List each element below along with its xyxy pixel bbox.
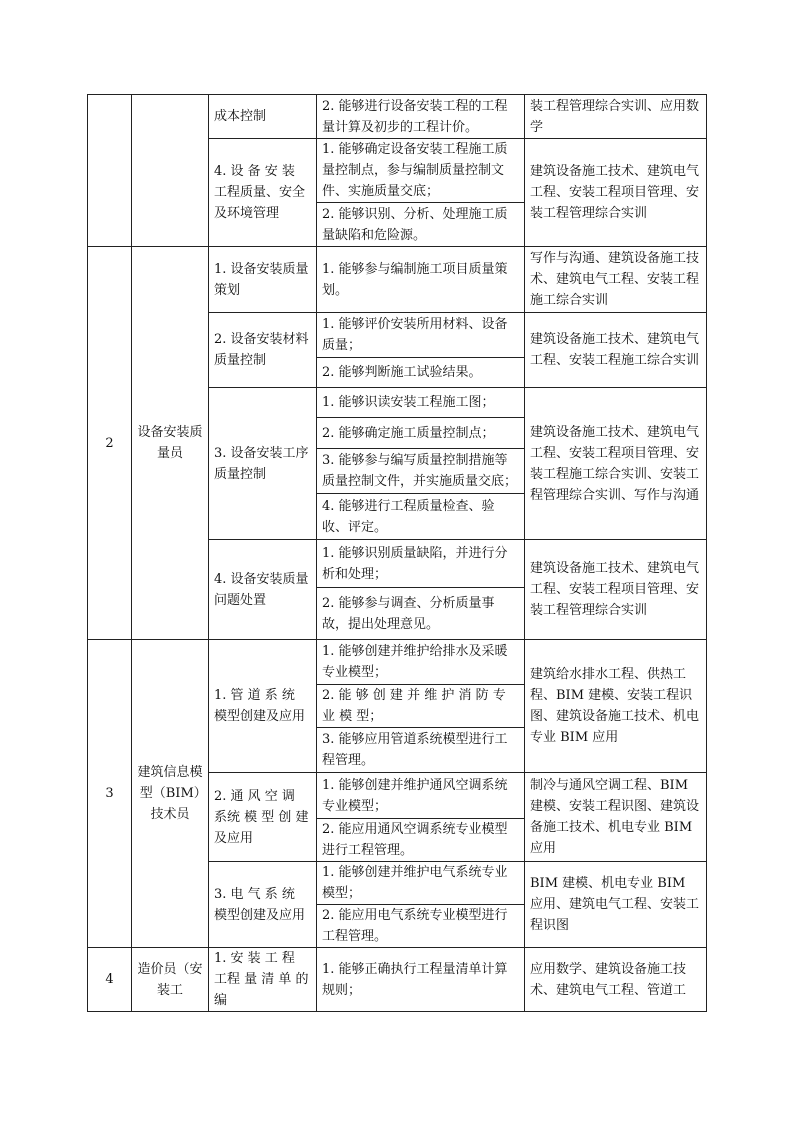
ability-cell: 1. 能够创建并维护通风空调系统专业模型； — [317, 773, 525, 819]
ability-cell: 2. 能 够 创 建 并 维 护 消 防 专 业 模 型； — [317, 685, 525, 728]
ability-cell: 1. 能够创建并维护给排水及采暖专业模型； — [317, 640, 525, 685]
ability-cell: 2. 能够识别、分析、处理施工质量缺陷和危险源。 — [317, 203, 525, 247]
work-item-cell: 1. 管 道 系 统 模型创建及应用 — [209, 640, 317, 773]
seq-cell: 2 — [88, 247, 132, 640]
ability-cell: 3. 能够参与编写质量控制措施等质量控制文件，并实施质量交底； — [317, 449, 525, 494]
table-row — [88, 247, 707, 313]
ability-cell: 3. 能够应用管道系统模型进行工程管理。 — [317, 728, 525, 773]
seq-cell — [88, 95, 132, 247]
ability-cell: 4. 能够进行工程质量检查、验收、评定。 — [317, 494, 525, 540]
role-cell: 建筑信息模型（BIM）技术员 — [132, 640, 209, 948]
course-cell: 建筑设备施工技术、建筑电气工程、安装工程项目管理、安装工程管理综合实训 — [525, 139, 707, 247]
ability-cell: 2. 能够判断施工试验结果。 — [317, 358, 525, 388]
course-cell: 装工程管理综合实训、应用数学 — [525, 95, 707, 139]
ability-cell: 1. 能够创建并维护电气系统专业模型； — [317, 862, 525, 905]
course-cell: 建筑给水排水工程、供热工程、BIM 建模、安装工程识图、建筑设备施工技术、机电专业 BIM 应用 — [525, 640, 707, 773]
work-item-cell: 1. 安 装 工 程 工程 量 清 单 的 编 — [209, 948, 317, 1012]
work-item-cell: 2. 通 风 空 调 系统 模 型 创 建 及应用 — [209, 773, 317, 862]
work-item-cell: 3. 电 气 系 统 模型创建及应用 — [209, 862, 317, 948]
role-cell: 造价员（安装工 — [132, 948, 209, 1012]
ability-cell: 1. 能够正确执行工程量清单计算规则； — [317, 948, 525, 1012]
ability-cell: 1. 能够识别质量缺陷，并进行分析和处理； — [317, 540, 525, 588]
work-item-cell: 4. 设备安装质量问题处置 — [209, 540, 317, 640]
role-cell: 设备安装质量员 — [132, 247, 209, 640]
work-item-cell: 4. 设 备 安 装 工程质量、安全及环境管理 — [209, 139, 317, 247]
ability-cell: 1. 能够评价安装所用材料、设备质量； — [317, 313, 525, 358]
ability-cell: 1. 能够确定设备安装工程施工质量控制点，参与编制质量控制文件、实施质量交底； — [317, 139, 525, 203]
role-cell — [132, 95, 209, 247]
competency-table — [87, 94, 707, 1012]
ability-cell: 1. 能够识读安装工程施工图； — [317, 388, 525, 418]
ability-cell: 2. 能应用电气系统专业模型进行工程管理。 — [317, 905, 525, 948]
work-item-cell: 2. 设备安装材料质量控制 — [209, 313, 317, 388]
ability-cell: 2. 能够进行设备安装工程的工程量计算及初步的工程计价。 — [317, 95, 525, 139]
course-cell: 应用数学、建筑设备施工技术、建筑电气工程、管道工 — [525, 948, 707, 1012]
work-item-cell: 3. 设备安装工序质量控制 — [209, 388, 317, 540]
course-cell: 建筑设备施工技术、建筑电气工程、安装工程项目管理、安装工程施工综合实训、安装工程管理综合实训、写作与沟通 — [525, 388, 707, 540]
ability-cell: 2. 能够参与调查、分析质量事故，提出处理意见。 — [317, 588, 525, 640]
course-cell: 建筑设备施工技术、建筑电气工程、安装工程施工综合实训 — [525, 313, 707, 388]
course-cell: 建筑设备施工技术、建筑电气工程、安装工程项目管理、安装工程管理综合实训 — [525, 540, 707, 640]
work-item-cell: 成本控制 — [209, 95, 317, 139]
table-row — [88, 640, 707, 685]
table-row — [88, 948, 707, 1012]
seq-cell: 4 — [88, 948, 132, 1012]
ability-cell: 2. 能够确定施工质量控制点； — [317, 418, 525, 449]
work-item-cell: 1. 设备安装质量策划 — [209, 247, 317, 313]
ability-cell: 2. 能应用通风空调系统专业模型进行工程管理。 — [317, 819, 525, 862]
course-cell: 制冷与通风空调工程、BIM 建模、安装工程识图、建筑设备施工技术、机电专业 BIM 应用 — [525, 773, 707, 862]
course-cell: BIM 建模、机电专业 BIM 应用、建筑电气工程、安装工程识图 — [525, 862, 707, 948]
seq-cell: 3 — [88, 640, 132, 948]
ability-cell: 1. 能够参与编制施工项目质量策划。 — [317, 247, 525, 313]
course-cell: 写作与沟通、建筑设备施工技术、建筑电气工程、安装工程施工综合实训 — [525, 247, 707, 313]
table-row — [88, 95, 707, 139]
